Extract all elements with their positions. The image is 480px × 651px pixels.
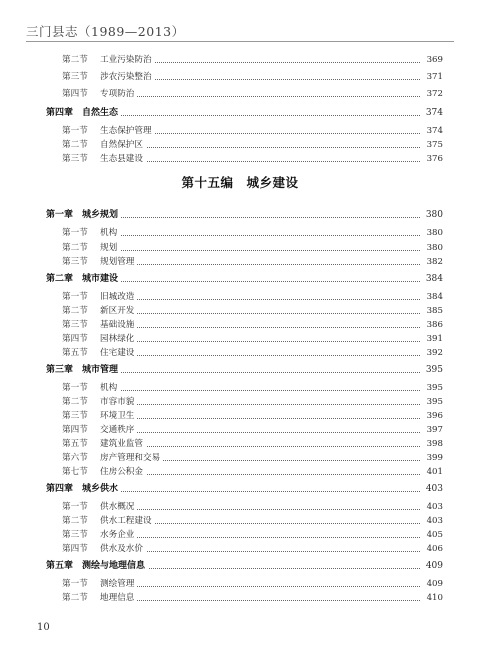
toc-section-row bbox=[0, 304, 480, 318]
section-title: 自然保护区 bbox=[100, 138, 146, 152]
chapter-number: 第二章 bbox=[46, 274, 74, 284]
section-title: 供水及水价 bbox=[100, 542, 146, 556]
toc-page-number: 376 bbox=[424, 152, 443, 166]
toc-page-number: 403 bbox=[424, 500, 443, 514]
toc-page-number: 380 bbox=[423, 208, 443, 222]
toc-section-row bbox=[0, 437, 480, 451]
dot-leader bbox=[100, 250, 420, 251]
section-title: 建筑业监管 bbox=[100, 437, 146, 451]
toc-section-row bbox=[0, 451, 480, 465]
section-number: 第二节 bbox=[62, 397, 88, 407]
section-number: 第三节 bbox=[62, 257, 88, 267]
toc-section-row bbox=[0, 332, 480, 346]
section-number: 第四节 bbox=[62, 425, 88, 435]
header-rule bbox=[26, 41, 454, 42]
running-header: 三门县志（1989—2013） bbox=[26, 24, 185, 39]
section-number: 第七节 bbox=[62, 467, 88, 477]
toc-page-number: 391 bbox=[424, 332, 443, 346]
toc-page-number: 371 bbox=[424, 70, 443, 84]
section-number: 第二节 bbox=[62, 593, 88, 603]
section-number: 第六节 bbox=[62, 453, 88, 463]
dot-leader bbox=[100, 96, 420, 97]
dot-leader bbox=[100, 551, 420, 552]
section-title: 专项防治 bbox=[100, 87, 137, 101]
toc-section-row bbox=[0, 70, 480, 84]
section-title: 旧城改造 bbox=[100, 290, 137, 304]
toc-page-number: 409 bbox=[424, 577, 443, 591]
dot-leader bbox=[100, 432, 420, 433]
toc-section-row bbox=[0, 591, 480, 605]
toc-section-row bbox=[0, 138, 480, 152]
section-title: 规划 bbox=[100, 241, 120, 255]
toc-section-row bbox=[0, 465, 480, 479]
section-number: 第二节 bbox=[62, 55, 88, 65]
chapter-title: 城乡供水 bbox=[82, 482, 121, 496]
toc-page-number: 401 bbox=[424, 465, 443, 479]
toc-section-row bbox=[0, 318, 480, 332]
toc-page-number: 369 bbox=[424, 53, 443, 67]
toc-page-number: 380 bbox=[424, 226, 443, 240]
dot-leader bbox=[100, 600, 420, 601]
toc-page-number: 396 bbox=[424, 409, 443, 423]
section-title: 供水工程建设 bbox=[100, 514, 155, 528]
toc-page-number: 374 bbox=[424, 124, 443, 138]
dot-leader bbox=[100, 404, 420, 405]
toc-page-number: 386 bbox=[424, 318, 443, 332]
toc-section-row bbox=[0, 241, 480, 255]
toc-chapter-row bbox=[0, 363, 480, 377]
toc-page-number: 385 bbox=[424, 304, 443, 318]
section-title: 新区开发 bbox=[100, 304, 137, 318]
dot-leader bbox=[100, 509, 420, 510]
section-title: 交通秩序 bbox=[100, 423, 137, 437]
section-number: 第三节 bbox=[62, 530, 88, 540]
toc-page-number: 374 bbox=[423, 106, 443, 120]
chapter-title: 城市建设 bbox=[82, 272, 121, 286]
section-title: 住宅建设 bbox=[100, 346, 137, 360]
toc-page-number: 398 bbox=[424, 437, 443, 451]
toc-section-row bbox=[0, 423, 480, 437]
chapter-number: 第四章 bbox=[46, 108, 74, 118]
toc-section-row bbox=[0, 542, 480, 556]
chapter-title: 城市管理 bbox=[82, 363, 121, 377]
toc-section-row bbox=[0, 255, 480, 269]
toc-section-row bbox=[0, 53, 480, 67]
dot-leader bbox=[100, 235, 420, 236]
toc-page-number: 399 bbox=[424, 451, 443, 465]
section-number: 第二节 bbox=[62, 516, 88, 526]
toc-page-number: 397 bbox=[424, 423, 443, 437]
toc-chapter-row bbox=[0, 482, 480, 496]
toc-section-row bbox=[0, 346, 480, 360]
section-number: 第五节 bbox=[62, 439, 88, 449]
section-number: 第一节 bbox=[62, 228, 88, 238]
toc-page-number: 406 bbox=[424, 542, 443, 556]
toc-page-number: 384 bbox=[423, 272, 443, 286]
section-number: 第三节 bbox=[62, 320, 88, 330]
toc-section-row bbox=[0, 381, 480, 395]
section-title: 地理信息 bbox=[100, 591, 137, 605]
section-number: 第二节 bbox=[62, 243, 88, 253]
section-number: 第三节 bbox=[62, 154, 88, 164]
toc-page-number: 410 bbox=[424, 591, 443, 605]
section-title: 环境卫生 bbox=[100, 409, 137, 423]
chapter-title: 城乡规划 bbox=[82, 208, 121, 222]
section-title: 涉农污染整治 bbox=[100, 70, 155, 84]
toc-section-row bbox=[0, 577, 480, 591]
section-number: 第三节 bbox=[62, 72, 88, 82]
part-title: 第十五编 城乡建设 bbox=[181, 175, 299, 190]
dot-leader bbox=[82, 491, 420, 492]
section-title: 生态县建设 bbox=[100, 152, 146, 166]
dot-leader bbox=[100, 341, 420, 342]
toc-section-row bbox=[0, 226, 480, 240]
dot-leader bbox=[100, 537, 420, 538]
toc-page-number: 409 bbox=[423, 559, 443, 573]
dot-leader bbox=[100, 355, 420, 356]
dot-leader bbox=[100, 299, 420, 300]
chapter-number: 第五章 bbox=[46, 561, 74, 571]
dot-leader bbox=[100, 327, 420, 328]
dot-leader bbox=[100, 586, 420, 587]
toc-page-number: 380 bbox=[424, 241, 443, 255]
chapter-title: 测绘与地理信息 bbox=[82, 559, 148, 573]
dot-leader bbox=[100, 313, 420, 314]
toc-page-number: 395 bbox=[423, 363, 443, 377]
section-title: 生态保护管理 bbox=[100, 124, 155, 138]
toc-section-row bbox=[0, 152, 480, 166]
toc-section-row bbox=[0, 87, 480, 101]
toc-page-number: 382 bbox=[424, 255, 443, 269]
section-title: 供水概况 bbox=[100, 500, 137, 514]
dot-leader bbox=[82, 217, 420, 218]
toc-page-number: 403 bbox=[424, 514, 443, 528]
toc-section-row bbox=[0, 124, 480, 138]
section-title: 住房公积金 bbox=[100, 465, 146, 479]
section-number: 第四节 bbox=[62, 334, 88, 344]
toc-chapter-row bbox=[0, 559, 480, 573]
toc-chapter-row bbox=[0, 208, 480, 222]
dot-leader bbox=[100, 474, 420, 475]
section-title: 市容市貌 bbox=[100, 395, 137, 409]
toc-chapter-row bbox=[0, 106, 480, 120]
section-title: 房产管理和交易 bbox=[100, 451, 163, 465]
section-number: 第一节 bbox=[62, 292, 88, 302]
dot-leader bbox=[100, 161, 420, 162]
toc-page-number: 403 bbox=[423, 482, 443, 496]
section-number: 第二节 bbox=[62, 306, 88, 316]
section-title: 规划管理 bbox=[100, 255, 137, 269]
toc-page-number: 405 bbox=[424, 528, 443, 542]
dot-leader bbox=[100, 264, 420, 265]
toc-page-number: 372 bbox=[424, 87, 443, 101]
section-number: 第二节 bbox=[62, 140, 88, 150]
section-number: 第一节 bbox=[62, 579, 88, 589]
section-number: 第四节 bbox=[62, 544, 88, 554]
chapter-title: 自然生态 bbox=[82, 106, 121, 120]
toc-section-row bbox=[0, 290, 480, 304]
section-title: 园林绿化 bbox=[100, 332, 137, 346]
section-number: 第三节 bbox=[62, 411, 88, 421]
page-number: 10 bbox=[37, 622, 50, 633]
toc-page-number: 375 bbox=[424, 138, 443, 152]
chapter-number: 第一章 bbox=[46, 210, 74, 220]
toc-page-number: 392 bbox=[424, 346, 443, 360]
dot-leader bbox=[100, 446, 420, 447]
section-number: 第一节 bbox=[62, 383, 88, 393]
dot-leader bbox=[82, 372, 420, 373]
section-title: 水务企业 bbox=[100, 528, 137, 542]
toc-section-row bbox=[0, 409, 480, 423]
chapter-number: 第三章 bbox=[46, 365, 74, 375]
toc-chapter-row bbox=[0, 272, 480, 286]
toc-section-row bbox=[0, 528, 480, 542]
dot-leader bbox=[82, 281, 420, 282]
section-title: 工业污染防治 bbox=[100, 53, 155, 67]
toc-section-row bbox=[0, 500, 480, 514]
section-title: 基础设施 bbox=[100, 318, 137, 332]
section-title: 机构 bbox=[100, 226, 120, 240]
section-number: 第五节 bbox=[62, 348, 88, 358]
section-number: 第一节 bbox=[62, 502, 88, 512]
chapter-number: 第四章 bbox=[46, 484, 74, 494]
toc-section-row bbox=[0, 395, 480, 409]
dot-leader bbox=[100, 147, 420, 148]
section-title: 测绘管理 bbox=[100, 577, 137, 591]
toc-page-number: 395 bbox=[424, 381, 443, 395]
toc-page-number: 384 bbox=[424, 290, 443, 304]
toc-section-row bbox=[0, 514, 480, 528]
section-title: 机构 bbox=[100, 381, 120, 395]
section-number: 第一节 bbox=[62, 126, 88, 136]
toc-page-number: 395 bbox=[424, 395, 443, 409]
dot-leader bbox=[82, 115, 420, 116]
section-number: 第四节 bbox=[62, 89, 88, 99]
dot-leader bbox=[100, 390, 420, 391]
dot-leader bbox=[100, 418, 420, 419]
